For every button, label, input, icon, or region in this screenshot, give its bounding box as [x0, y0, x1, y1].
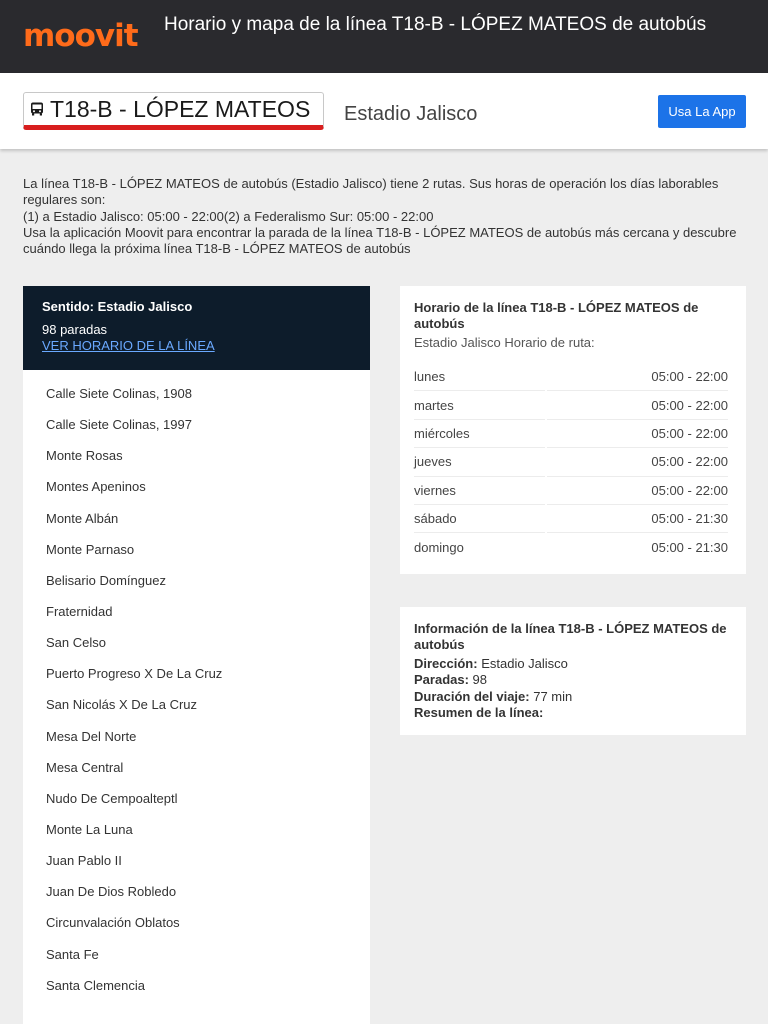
stop-item[interactable]: Juan De Dios Robledo	[46, 884, 177, 900]
line-badge	[23, 92, 324, 130]
info-title: Información de la línea T18-B - LÓPEZ MATEOS de autobús	[414, 621, 727, 652]
info-duration-label: Duración del viaje:	[414, 688, 530, 704]
stop-item[interactable]: Juan Pablo II	[46, 853, 122, 869]
top-bar	[0, 0, 768, 73]
info-summary	[414, 705, 732, 721]
stop-item[interactable]: Monte Albán	[46, 510, 119, 526]
info-direction-value: Estadio Jalisco	[481, 656, 568, 671]
stop-count: 98 paradas	[42, 322, 108, 337]
stop-item[interactable]: Montes Apeninos	[46, 479, 146, 495]
direction-label: Estadio Jalisco	[344, 103, 478, 125]
schedule-day: domingo	[414, 540, 464, 556]
schedule-day: jueves	[414, 448, 545, 476]
schedule-subtitle: Estadio Jalisco Horario de ruta:	[414, 335, 595, 350]
schedule-hours: 05:00 - 22:00	[547, 477, 728, 505]
schedule-day: martes	[414, 391, 545, 419]
stop-item[interactable]: Calle Siete Colinas, 1997	[46, 417, 192, 433]
intro-text	[23, 176, 748, 257]
schedule-title: Horario de la línea T18-B - LÓPEZ MATEOS de autobús	[414, 300, 699, 331]
schedule-row	[414, 505, 728, 533]
schedule-day: sábado	[414, 505, 545, 533]
intro-paragraph-3: Usa la aplicación Moovit para encontrar la parada de la línea T18-B - LÓPEZ MATEOS de autobús más cercana y descubre cuándo llega la próxima línea T18-B - LÓPEZ MATEOS de autobús	[23, 224, 737, 257]
schedule-hours: 05:00 - 22:00	[547, 448, 728, 476]
schedule-row	[414, 391, 728, 419]
stops-header	[23, 286, 370, 370]
stop-item[interactable]: Monte Parnaso	[46, 541, 135, 557]
stop-item[interactable]: Puerto Progreso X De La Cruz	[46, 666, 223, 682]
info-stops-label: Paradas:	[414, 672, 469, 688]
stop-item[interactable]: Mesa Del Norte	[46, 728, 137, 744]
direction-title: Sentido: Estadio Jalisco	[42, 299, 193, 314]
line-name: T18-B - LÓPEZ MATEOS	[50, 95, 311, 122]
schedule-day: lunes	[414, 363, 545, 391]
schedule-hours: 05:00 - 21:30	[547, 505, 728, 533]
info-stops-value: 98	[472, 672, 488, 688]
stop-item[interactable]: Belisario Domínguez	[46, 572, 166, 588]
line-header	[0, 73, 768, 149]
schedule-day: viernes	[414, 477, 545, 505]
stop-item[interactable]: San Celso	[46, 635, 106, 651]
stop-item[interactable]: Monte La Luna	[46, 821, 133, 837]
stop-item[interactable]: Mesa Central	[46, 759, 124, 775]
stop-item[interactable]: San Nicolás X De La Cruz	[46, 697, 198, 713]
bus-icon	[29, 101, 45, 117]
stop-item[interactable]: Nudo De Cempoalteptl	[46, 790, 178, 806]
intro-paragraph-2: (1) a Estadio Jalisco: 05:00 - 22:00(2) a Federalismo Sur: 05:00 - 22:00	[23, 208, 434, 224]
moovit-logo[interactable]: moovit	[23, 18, 138, 54]
stops-panel	[23, 286, 370, 1024]
info-direction	[414, 656, 732, 672]
view-schedule-link[interactable]: VER HORARIO DE LA LÍNEA	[42, 338, 215, 353]
info-duration	[414, 689, 732, 705]
schedule-row	[414, 477, 728, 505]
page-title: Horario y mapa de la línea T18-B - LÓPEZ MATEOS de autobús	[164, 14, 707, 35]
info-duration-value: 77 min	[533, 688, 573, 704]
schedule-row	[414, 363, 728, 391]
schedule-day: miércoles	[414, 420, 545, 448]
schedule-table	[412, 363, 730, 562]
line-info-card	[400, 607, 746, 735]
schedule-row	[414, 420, 728, 448]
stop-item[interactable]: Circunvalación Oblatos	[46, 915, 180, 931]
stop-item[interactable]: Santa Fe	[46, 946, 99, 962]
schedule-hours: 05:00 - 21:30	[651, 540, 728, 556]
info-summary-label: Resumen de la línea:	[414, 704, 544, 720]
schedule-hours: 05:00 - 22:00	[547, 391, 728, 419]
intro-paragraph-1: La línea T18-B - LÓPEZ MATEOS de autobús (Estadio Jalisco) tiene 2 rutas. Sus horas de operación los días laborables regulares son:	[23, 176, 719, 208]
stop-list	[23, 370, 370, 1001]
info-direction-label: Dirección:	[414, 656, 478, 671]
schedule-card	[400, 286, 746, 574]
stop-item[interactable]: Monte Rosas	[46, 448, 123, 464]
schedule-hours: 05:00 - 22:00	[547, 363, 728, 391]
info-stops	[414, 672, 732, 688]
schedule-row	[414, 533, 728, 561]
stop-item[interactable]: Santa Clemencia	[46, 977, 145, 993]
schedule-hours: 05:00 - 22:00	[547, 420, 728, 448]
use-app-button[interactable]: Usa La App	[658, 95, 746, 128]
stop-item[interactable]: Fraternidad	[46, 603, 113, 619]
stop-item[interactable]: Calle Siete Colinas, 1908	[46, 386, 192, 401]
schedule-row	[414, 448, 728, 476]
